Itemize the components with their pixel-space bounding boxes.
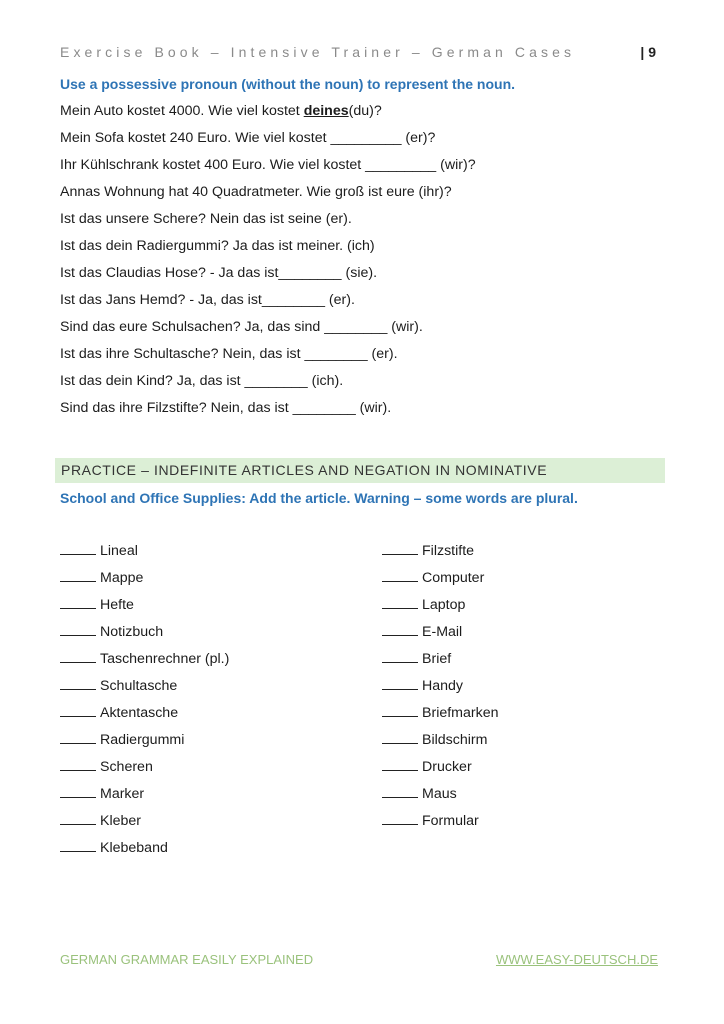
answer-blank[interactable] [60,706,96,717]
page-header [60,44,660,64]
supply-item [60,570,143,586]
supply-label: Handy [422,678,464,694]
supply-item [382,570,484,586]
supply-label: Maus [422,786,457,802]
supply-label: Klebeband [100,840,168,856]
supply-item [60,624,163,640]
section1-instruction: Use a possessive pronoun (without the noun) to represent the noun. [60,76,516,92]
answer-blank[interactable] [60,544,96,555]
supply-label: Filzstifte [422,543,475,559]
supply-label: Kleber [100,813,142,829]
sentence-1-before: Mein Auto kostet 4000. Wie viel kostet [60,103,304,119]
answer-blank[interactable] [382,760,418,771]
supply-label: Brief [422,651,452,667]
answer-blank[interactable] [60,841,96,852]
sentence-1 [60,103,382,119]
sentence-10: Ist das ihre Schultasche? Nein, das ist ________ (er). [60,346,398,362]
answer-blank[interactable] [382,544,418,555]
supply-item [60,597,134,613]
sentence-11: Ist das dein Kind? Ja, das ist ________ (ich). [60,373,344,389]
sentence-8: Ist das Jans Hemd? - Ja, das ist________ (er). [60,292,355,308]
supply-label: Radiergummi [100,732,185,748]
supply-item [60,786,144,802]
supply-item [382,732,487,748]
answer-blank[interactable] [60,625,96,636]
sentence-7: Ist das Claudias Hose? - Ja das ist________ (sie). [60,265,378,281]
supply-item [382,678,463,694]
sentence-3: Ihr Kühlschrank kostet 400 Euro. Wie viel kostet _________ (wir)? [60,157,476,173]
answer-blank[interactable] [382,598,418,609]
supply-item [60,705,178,721]
sentence-6: Ist das dein Radiergummi? Ja das ist meiner. (ich) [60,238,375,254]
supply-item [60,813,141,829]
supply-label: Lineal [100,543,138,559]
answer-blank[interactable] [60,598,96,609]
supply-item [382,543,474,559]
supply-item [60,651,229,667]
footer-tagline: GERMAN GRAMMAR EASILY EXPLAINED [60,952,314,967]
supply-item [60,678,177,694]
supply-item [382,597,465,613]
supply-label: Laptop [422,597,466,613]
sentence-1-answer: deines [303,103,349,119]
supply-label: Marker [100,786,145,802]
supply-label: Notizbuch [100,624,164,640]
supply-label: Aktentasche [100,705,179,721]
supply-label: Briefmarken [422,705,499,721]
supply-label: Schultasche [100,678,178,694]
supply-label: Formular [422,813,479,829]
section2-instruction: School and Office Supplies: Add the article. Warning – some words are plural. [60,490,578,506]
answer-blank[interactable] [382,571,418,582]
answer-blank[interactable] [382,652,418,663]
answer-blank[interactable] [382,814,418,825]
answer-blank[interactable] [60,679,96,690]
supply-item [382,624,462,640]
supply-label: Computer [422,570,485,586]
supply-label: Taschenrechner (pl.) [100,651,230,667]
answer-blank[interactable] [382,706,418,717]
supply-item [382,786,457,802]
section2-heading: PRACTICE – INDEFINITE ARTICLES AND NEGATION IN NOMINATIVE [61,462,548,478]
section2-heading-band [55,458,665,483]
supply-item [60,732,184,748]
answer-blank[interactable] [60,814,96,825]
supply-item [382,705,498,721]
answer-blank[interactable] [60,733,96,744]
sentence-2: Mein Sofa kostet 240 Euro. Wie viel kostet _________ (er)? [60,130,436,146]
answer-blank[interactable] [60,787,96,798]
answer-blank[interactable] [60,571,96,582]
footer-website-link[interactable]: WWW.EASY-DEUTSCH.DE [495,952,658,967]
sentence-9: Sind das eure Schulsachen? Ja, das sind ________ (wir). [60,319,423,335]
supply-item [60,759,153,775]
answer-blank[interactable] [60,760,96,771]
supply-label: Mappe [100,570,144,586]
answer-blank[interactable] [382,733,418,744]
sentence-5: Ist das unsere Schere? Nein das ist seine (er). [60,211,352,227]
supply-label: Bildschirm [422,732,488,748]
supply-item [382,651,451,667]
supply-label: Drucker [422,759,472,775]
answer-blank[interactable] [382,787,418,798]
supply-label: Hefte [100,597,134,613]
supply-label: E-Mail [422,624,463,640]
supply-item [382,813,479,829]
sentence-12: Sind das ihre Filzstifte? Nein, das ist ________ (wir). [60,400,392,416]
supply-item [60,840,168,856]
supply-item [60,543,138,559]
sentence-4: Annas Wohnung hat 40 Quadratmeter. Wie groß ist eure (ihr)? [60,184,452,200]
supply-item [382,759,472,775]
supply-label: Scheren [100,759,153,775]
page-number: | 9 [640,44,656,60]
sentence-1-after: (du)? [348,103,382,119]
header-title: Exercise Book – Intensive Trainer – German Cases [60,44,576,60]
answer-blank[interactable] [60,652,96,663]
answer-blank[interactable] [382,625,418,636]
answer-blank[interactable] [382,679,418,690]
